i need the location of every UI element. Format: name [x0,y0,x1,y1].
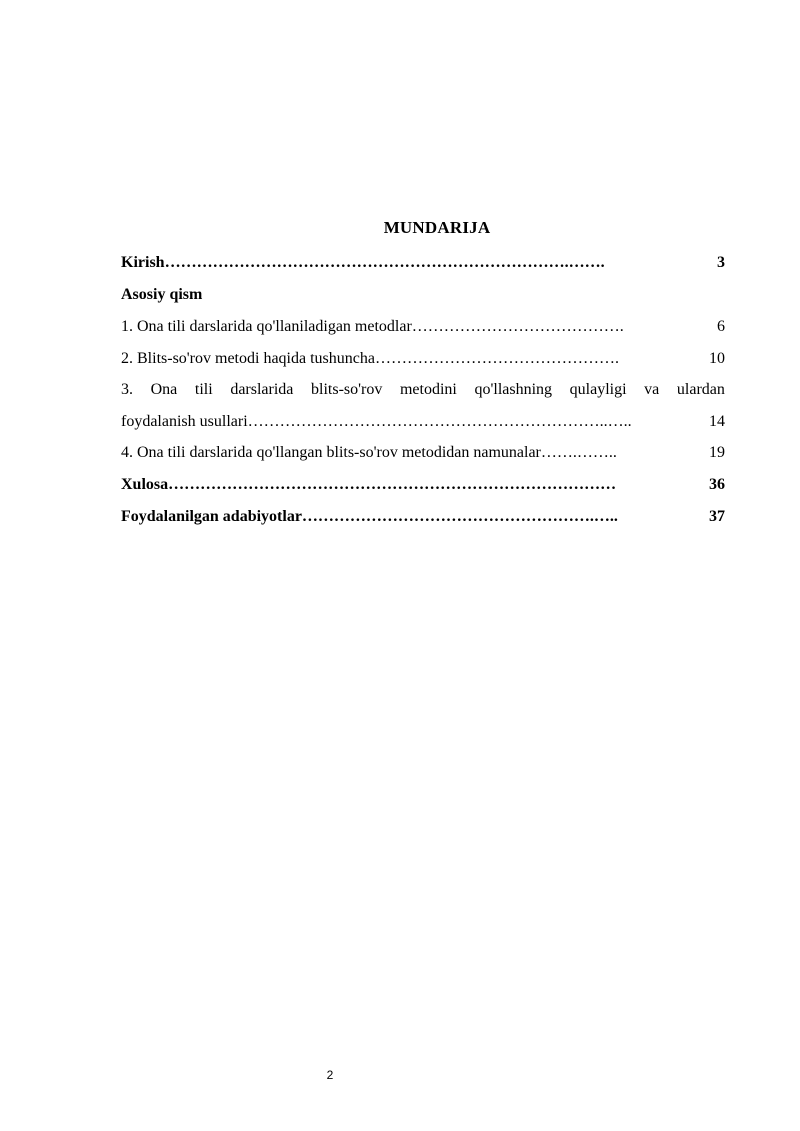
toc-leader-dots: …….…….. [540,444,617,461]
toc-entry-label: 4. Ona tili darslarida qo'llangan blits-so'rov metodidan namunalar [121,444,541,461]
toc-word: qo'llashning [474,381,553,398]
toc-page-number: 19 [709,444,725,461]
table-of-contents [121,252,725,538]
toc-page-number: 37 [709,508,725,525]
toc-word: Ona [150,381,178,398]
toc-page-number: 10 [709,350,725,367]
toc-entry-label: Foydalanilgan adabiyotlar [121,508,302,525]
toc-leader-dots: ………………………………………………………………………… [168,476,617,493]
toc-entry-adabiyotlar [121,506,725,528]
toc-entry-2 [121,348,725,370]
toc-entry-label: 2. Blits-so'rov metodi haqida tushuncha [121,350,375,367]
toc-word: blits-so'rov [311,381,383,398]
toc-leader-dots: ………………………………………………………………….……. [164,254,605,271]
toc-entry-label: Kirish [121,254,165,271]
toc-page-number: 36 [709,476,725,493]
toc-page-number: 6 [717,318,725,335]
toc-section-heading: Asosiy qism [121,286,203,303]
toc-word: va [644,381,660,398]
toc-entry-xulosa [121,474,725,496]
toc-title: MUNDARIJA [383,218,491,237]
toc-entry-kirish [121,252,725,274]
toc-leader-dots: …………………………………. [411,318,624,335]
toc-entry-1 [121,316,725,338]
toc-entry-label: Xulosa [121,476,169,493]
toc-word: ulardan [676,381,725,398]
toc-entry-3 [121,374,725,438]
toc-entry-label-line1 [121,374,725,406]
toc-page-number: 3 [717,254,725,271]
page-number: 2 [326,1068,334,1082]
toc-leader-dots: ……………………………………………….….. [301,508,618,525]
toc-leader-dots: ………………………………………. [374,350,619,367]
toc-leader-dots: …………………………………………………………..….. [247,413,632,430]
toc-entry-label: 1. Ona tili darslarida qo'llaniladigan metodlar [121,318,412,335]
toc-word: metodini [399,381,457,398]
toc-word: darslarida [230,381,294,398]
toc-word: qulayligi [569,381,627,398]
toc-word: tili [194,381,213,398]
toc-page-number: 14 [709,413,725,430]
toc-entry-label: foydalanish usullari [121,413,248,430]
toc-word: 3. [121,381,133,398]
toc-entry-4 [121,442,725,464]
toc-entry-label-line2 [121,406,725,438]
